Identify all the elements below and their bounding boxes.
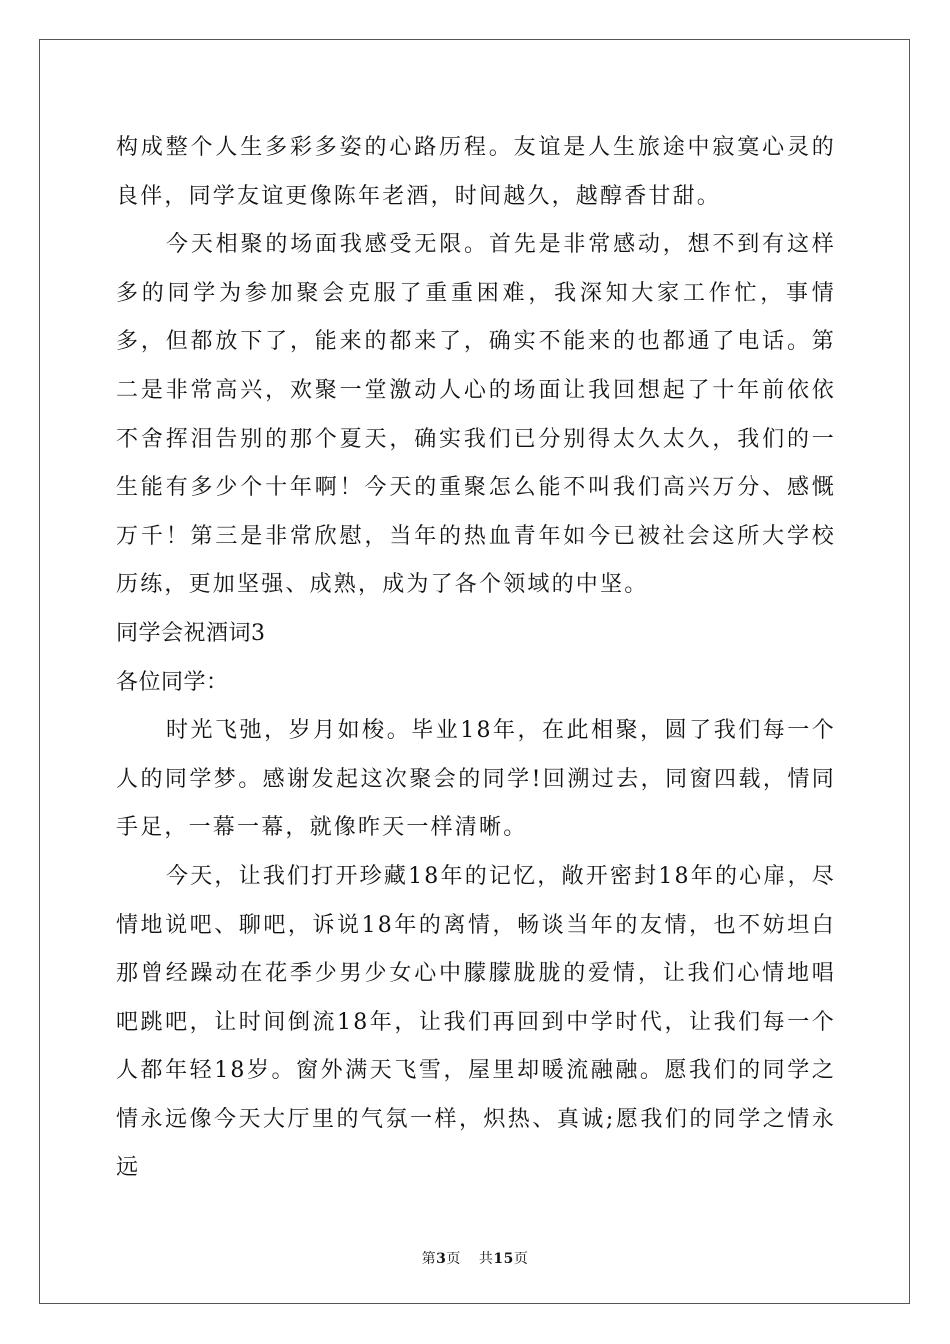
- page-total: 15: [493, 1251, 514, 1267]
- total-prefix: 共: [478, 1251, 494, 1267]
- paragraph-time-flies: 时光飞弛，岁月如梭。毕业18年，在此相聚，圆了我们每一个人的同学梦。感谢发起这次聚会的同学!回溯过去，同窗四载，情同手足，一幕一幕，就像昨天一样清晰。: [116, 718, 836, 841]
- document-body: [116, 124, 836, 1193]
- paragraph-reunion-feelings: 今天相聚的场面我感受无限。首先是非常感动，想不到有这样多的同学为参加聚会克服了重重困难，我深知大家工作忙，事情多，但都放下了，能来的都来了，确实不能来的也都通了电话。第二是非常高兴，欢聚一堂激动人心的场面让我回想起了十年前依依不舍挥泪告别的那个夏天，确实我们已分别得太久太久，我们的一生能有多少个十年啊！今天的重聚怎么能不叫我们高兴万分、感慨万千！第三是非常欣慰，当年的热血青年如今已被社会这所大学校历练，更加坚强、成熟，成为了各个领域的中坚。: [116, 232, 836, 598]
- page-suffix: 页: [446, 1251, 461, 1267]
- paragraph-continuation: 构成整个人生多彩多姿的心路历程。友谊是人生旅途中寂寞心灵的良伴，同学友谊更像陈年老酒，时间越久，越醇香甘甜。: [116, 135, 836, 209]
- page-prefix: 第: [421, 1251, 437, 1267]
- section-title: 同学会祝酒词3: [116, 620, 266, 646]
- salutation: 各位同学：: [116, 669, 229, 695]
- total-suffix: 页: [513, 1251, 529, 1267]
- page-current: 3: [436, 1251, 447, 1267]
- paragraph-memories: 今天，让我们打开珍藏18年的记忆，敞开密封18年的心扉，尽情地说吧、聊吧，诉说18年的离情，畅谈当年的友情，也不妨坦白那曾经躁动在花季少男少女心中朦朦胧胧的爱情，让我们心情地唱吧跳吧，让时间倒流18年，让我们再回到中学时代，让我们每一个人都年轻18岁。窗外满天飞雪，屋里却暖流融融。愿我们的同学之情永远像今天大厅里的气氛一样，炽热、真诚;愿我们的同学之情永远: [116, 863, 836, 1181]
- page-footer: [0, 1248, 950, 1268]
